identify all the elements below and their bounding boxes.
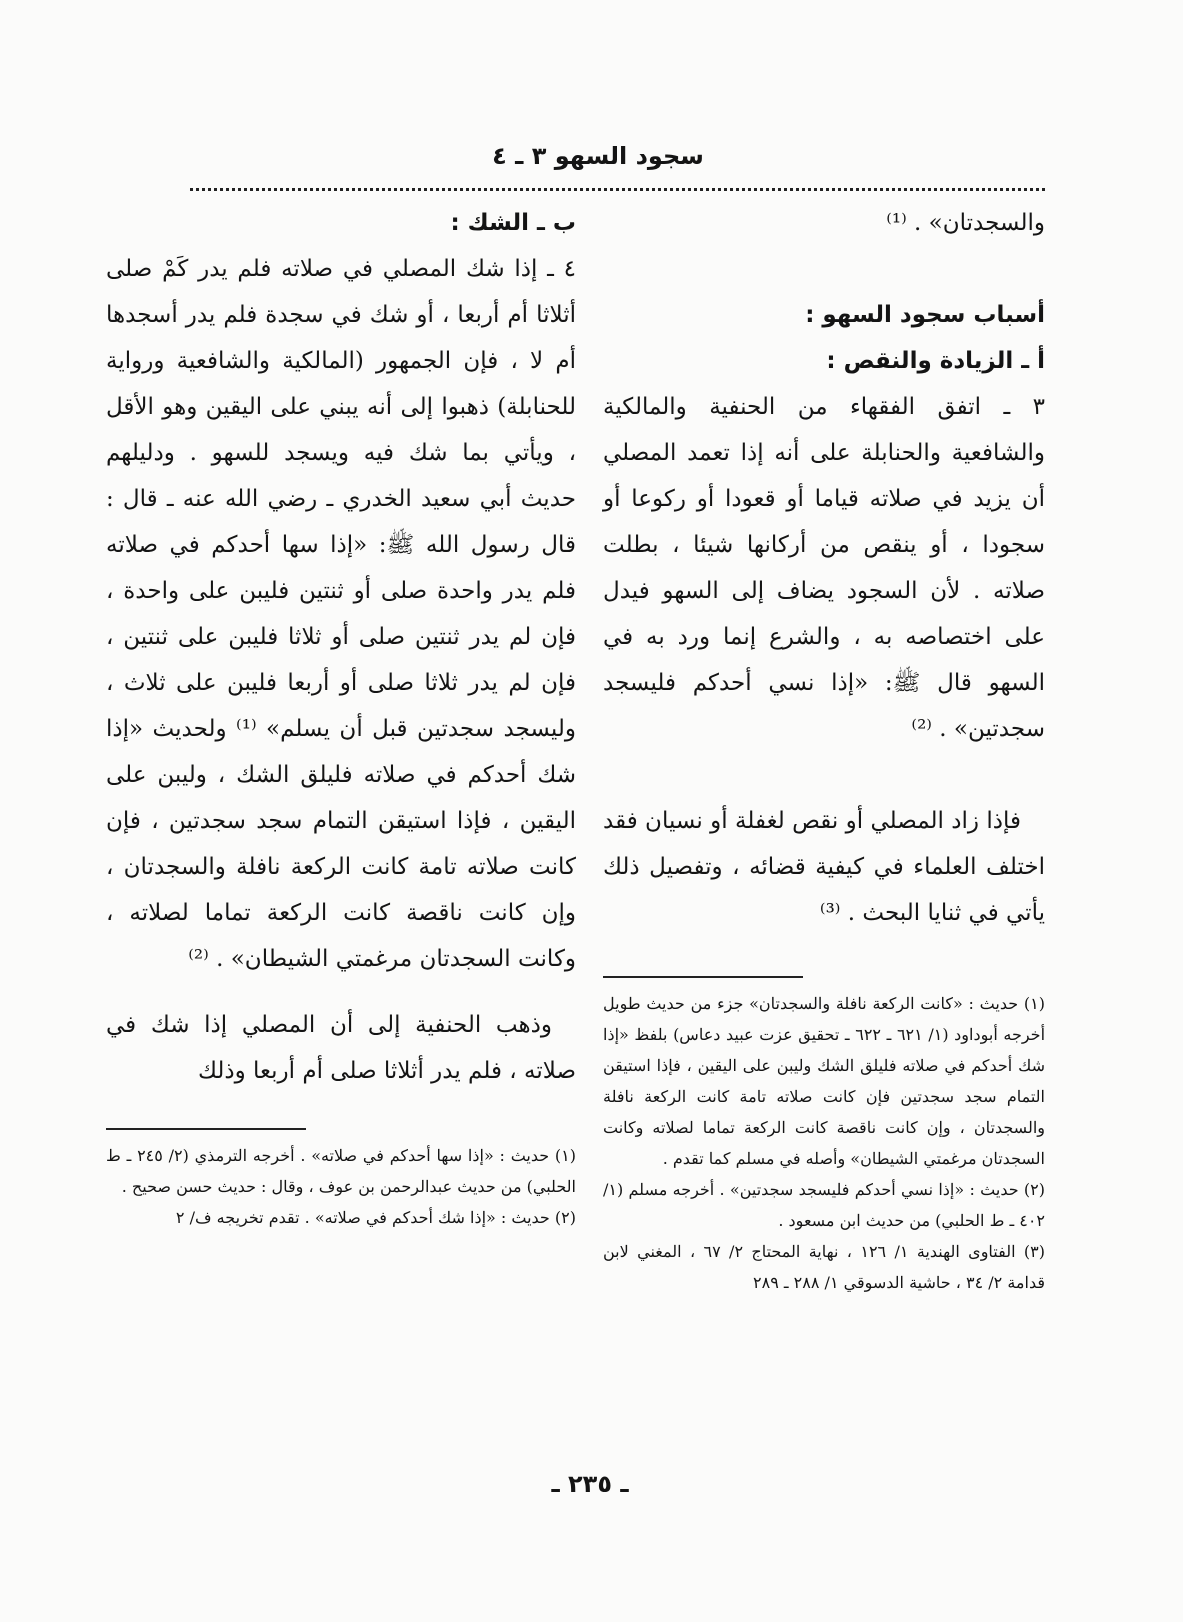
subsection-heading-doubt: ب ـ الشك : — [450, 210, 576, 236]
paragraph-3: ٣ ـ اتفق الفقهاء من الحنفية والمالكية والشافعية والحنابلة على أنه إذا تعمد المصلي أن يزيد في صلاته قياما أو قعودا أو ركوعا أو سجودا ، أو ينقص من أركانها شيئا ، بطلت صلاته . لأن السجود يضاف إلى السهو فيدل على اختصاصه به ، والشرع إنما ورد به في السهو قال ﷺ: «إذا نسي أحدكم فليسجد سجدتين» . ⁽²⁾ — [603, 394, 1045, 742]
right-column — [603, 200, 1045, 1298]
paragraph-hanafi: وذهب الحنفية إلى أن المصلي إذا شك في صلاته ، فلم يدر أثلاثا صلى أم أربعا وذلك — [106, 1012, 576, 1084]
paragraph-4: ٤ ـ إذا شك المصلي في صلاته فلم يدر كَمْ صلى أثلاثا أم أربعا ، أو شك في سجدة فلم يدر أسجدها أم لا ، فإن الجمهور (المالكية والشافعية ورواية للحنابلة) ذهبوا إلى أنه يبني على اليقين وهو الأقل ، ويأتي بما شك فيه ويسجد للسهو . ودليلهم حديث أبي سعيد الخدري ـ رضي الله عنه ـ قال : قال رسول الله ﷺ: «إذا سها أحدكم في صلاته فلم يدر واحدة صلى أو ثنتين فليبن على واحدة ، فإن لم يدر ثنتين صلى أو ثلاثا فليبن على ثنتين ، فإن لم يدر ثلاثا صلى أو أربعا فليبن على ثلاث ، وليسجد سجدتين قبل أن يسلم» ⁽¹⁾ ولحديث «إذا شك أحدكم في صلاته فليلق الشك ، وليبن على اليقين ، فإذا استيقن التمام سجد سجدتين ، فإن كانت صلاته تامة كانت الركعة نافلة والسجدتان ، وإن كانت ناقصة كانت الركعة تماما لصلاته ، وكانت السجدتان مرغمتي الشيطان» . ⁽²⁾ — [106, 256, 576, 972]
subsection-heading-addition-deficiency: أ ـ الزيادة والنقص : — [826, 348, 1045, 374]
footnote-2: (٢) حديث : «إذا شك أحدكم في صلاته» . تقدم تخريجه ف/ ٢ — [175, 1208, 576, 1227]
paragraph-disagreement: فإذا زاد المصلي أو نقص لغفلة أو نسيان فقد اختلف العلماء في كيفية قضائه ، وتفصيل ذلك يأتي في ثنايا البحث . ⁽³⁾ — [603, 808, 1045, 926]
running-header: سجود السهو ٣ ـ ٤ — [492, 142, 704, 170]
page-number: ـ ٢٣٥ ـ — [551, 1470, 629, 1498]
spacer — [603, 936, 1045, 976]
spacer — [603, 246, 1045, 292]
spacer — [106, 982, 576, 1002]
footnote-1: (١) حديث : «إذا سها أحدكم في صلاته» . أخرجه الترمذي (٢/ ٢٤٥ ـ ط الحلبي) من حديث عبدالرحمن بن عوف ، وقال : حديث حسن صحيح . — [106, 1146, 577, 1196]
continued-text: والسجدتان» . ⁽¹⁾ — [886, 210, 1045, 236]
left-column — [106, 200, 576, 1233]
footnote-1: (١) حديث : «كانت الركعة نافلة والسجدتان» جزء من حديث طويل أخرجه أبوداود (١/ ٦٢١ ـ ٦٢٢ ـ تحقيق عزت عبيد دعاس) بلفظ «إذا شك أحدكم في صلاته فليلق الشك وليبن على اليقين ، فإذا استيقن التمام سجد سجدتين فإن كانت صلاته تامة كانت الركعة نافلة والسجدتان ، وإن كانت ناقصة كانت الركعة تماما لصلاته وكانت السجدتان مرغمتي الشيطان» وأصله في مسلم كما تقدم . — [603, 994, 1046, 1168]
footnote-2: (٢) حديث : «إذا نسي أحدكم فليسجد سجدتين» . أخرجه مسلم (١/ ٤٠٢ ـ ط الحلبي) من حديث ابن مسعود . — [603, 1180, 1045, 1230]
section-heading-causes: أسباب سجود السهو : — [805, 302, 1045, 328]
header-dotted-rule — [190, 188, 1045, 191]
footnote-3: (٣) الفتاوى الهندية ١/ ١٢٦ ، نهاية المحتاج ٢/ ٦٧ ، المغني لابن قدامة ٢/ ٣٤ ، حاشية الدسوقي ١/ ٢٨٨ ـ ٢٨٩ — [603, 1242, 1045, 1292]
spacer — [106, 1094, 576, 1128]
spacer — [603, 752, 1045, 798]
